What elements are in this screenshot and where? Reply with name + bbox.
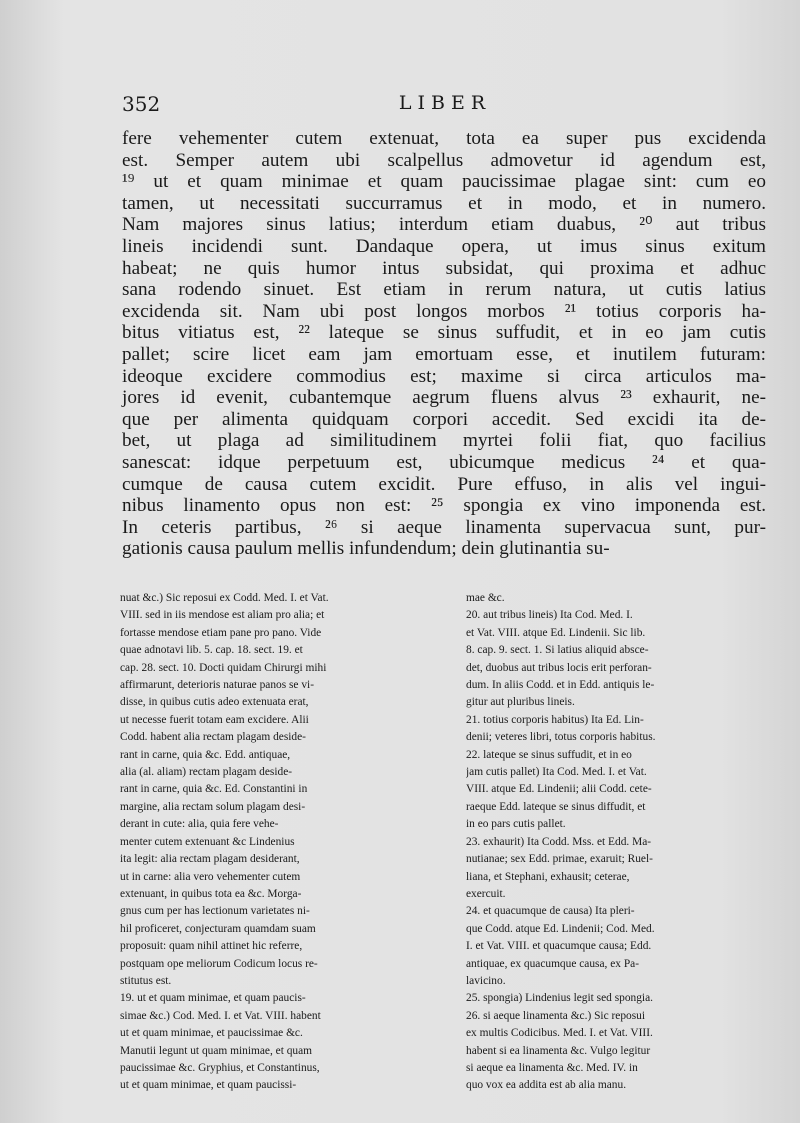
footnote-line: lavicino. (466, 974, 506, 987)
footnote-line: ex multis Codicibus. Med. I. et Vat. VIII. (466, 1027, 653, 1040)
footnote-line: extenuant, in quibus tota ea &c. Morga- (120, 887, 302, 900)
footnote-line: affirmarunt, deterioris naturae panos se vi- (120, 679, 314, 692)
footnote-line: stitutus est. (120, 974, 172, 987)
footnote-line: ut in carne: alia vero vehementer cutem (120, 870, 301, 883)
main-text-line: lineis incidendi sunt. Dandaque opera, ut imus sinus exitum (122, 235, 766, 257)
main-text-line: tamen, ut necessitati succurramus et in modo, et in numero. (122, 192, 766, 214)
footnote-line: Manutii legunt ut quam minimae, et quam (120, 1044, 313, 1057)
footnote-line: denii; veteres libri, totus corporis habitus. (466, 731, 656, 744)
footnote-line: fortasse mendose etiam pane pro pano. Vide (120, 626, 322, 639)
footnote-line: 24. et quacumque de causa) Ita pleri- (466, 905, 635, 918)
footnote-line: antiquae, ex quacumque causa, ex Pa- (466, 957, 640, 970)
footnote-line: si aeque ea linamenta &c. Med. IV. in (466, 1061, 638, 1074)
footnote-line: hil proficeret, conjecturam quamdam suam (120, 922, 316, 935)
footnote-line: alia (al. aliam) rectam plagam deside- (120, 766, 293, 779)
main-text-line: gationis causa paulum mellis infundendum; dein glutinantia su- (122, 538, 610, 560)
footnote-line: gitur aut pluribus lineis. (466, 696, 575, 709)
main-text-line: est. Semper autem ubi scalpellus admovetur id agendum est, (122, 149, 766, 171)
footnote-line: 22. lateque se sinus suffudit, et in eo (466, 748, 632, 761)
footnote-line: gnus cum per has lectionum varietates ni- (120, 905, 310, 918)
footnote-line: VIII. atque Ed. Lindenii; alii Codd. cete- (466, 783, 652, 796)
footnote-line: det, duobus aut tribus locis erit perforan- (466, 661, 652, 674)
main-text-line: sana rodendo sinuet. Est etiam in rerum natura, ut cutis latius (122, 279, 766, 301)
footnote-line: VIII. sed in iis mendose est aliam pro alia; et (120, 609, 325, 622)
footnote-line: ita legit: alia rectam plagam desiderant, (120, 853, 300, 866)
footnote-line: paucissimae &c. Gryphius, et Constantinus, (120, 1061, 320, 1074)
footnote-line: simae &c.) Cod. Med. I. et Vat. VIII. habent (120, 1009, 321, 1022)
footnote-line: raeque Edd. lateque se sinus diffudit, et (466, 800, 646, 813)
main-text-line: In ceteris partibus, ²⁶ si aeque linamenta supervacua sunt, pur- (122, 516, 766, 538)
footnote-line: 19. ut et quam minimae, et quam paucis- (120, 992, 306, 1005)
footnote-line: derant in cute: alia, quia fere vehe- (120, 818, 279, 831)
footnote-line: nutianae; sex Edd. primae, exaruit; Ruel- (466, 853, 653, 866)
main-text-line: Nam majores sinus latius; interdum etiam duabus, ²⁰ aut tribus (122, 214, 766, 236)
main-text-line: habeat; ne quis humor intus subsidat, qui proxima et adhuc (122, 257, 766, 279)
main-text-line: bitus vitiatus est, ²² lateque se sinus suffudit, et in eo jam cutis (122, 322, 766, 344)
footnote-line: mae &c. (466, 592, 505, 604)
footnote-line: 25. spongia) Lindenius legit sed spongia. (466, 992, 653, 1005)
main-text-line: pallet; scire licet eam jam emortuam esse, et inutilem futuram: (122, 343, 766, 365)
footnotes-right-column (466, 590, 772, 1095)
footnote-line: liana, et Stephani, exhausit; ceterae, (466, 870, 630, 883)
footnotes-left-column (120, 590, 438, 1095)
footnote-line: et Vat. VIII. atque Ed. Lindenii. Sic lib. (466, 626, 646, 639)
footnote-line: Codd. habent alia rectam plagam deside- (120, 731, 306, 744)
footnote-line: habent si ea linamenta &c. Vulgo legitur (466, 1044, 651, 1057)
main-text-line: bet, ut plaga ad similitudinem myrtei folii fiat, quo facilius (122, 430, 766, 452)
main-text-line: ¹⁹ ut et quam minimae et quam paucissimae plagae sint: cum eo (122, 171, 766, 193)
footnote-line: exercuit. (466, 887, 506, 900)
page-number: 352 (122, 92, 161, 116)
main-text-line: nibus linamento opus non est: ²⁵ spongia ex vino imponenda est. (122, 495, 766, 517)
footnote-line: ut necesse fuerit totam eam excidere. Alii (120, 713, 309, 726)
footnote-line: nuat &c.) Sic reposui ex Codd. Med. I. et Vat. (120, 592, 329, 604)
footnote-line: I. et Vat. VIII. et quacumque causa; Edd. (466, 940, 652, 953)
footnote-line: 20. aut tribus lineis) Ita Cod. Med. I. (466, 609, 633, 622)
footnote-line: rant in carne, quia &c. Edd. antiquae, (120, 748, 291, 761)
footnote-line: dum. In aliis Codd. et in Edd. antiquis le- (466, 679, 655, 692)
footnote-line: que Codd. atque Ed. Lindenii; Cod. Med. (466, 922, 655, 935)
footnote-line: ut et quam minimae, et paucissimae &c. (120, 1027, 303, 1040)
main-text-line: excidenda sit. Nam ubi post longos morbos ²¹ totius corporis ha- (122, 300, 766, 322)
main-text-line: que per alimenta quidquam corpori accedit. Sed excidi ita de- (122, 408, 766, 430)
footnote-line: 21. totius corporis habitus) Ita Ed. Lin- (466, 713, 644, 726)
footnote-line: proposuit: quam nihil attinet hic referre, (120, 940, 303, 953)
footnote-line: ut et quam minimae, et quam paucissi- (120, 1079, 297, 1092)
footnote-line: jam cutis pallet) Ita Cod. Med. I. et Vat. (466, 766, 647, 779)
footnote-line: 8. cap. 9. sect. 1. Si latius aliquid absce- (466, 644, 649, 657)
main-text-block (122, 128, 766, 560)
main-text-line: jores id evenit, cubantemque aegrum fluens alvus ²³ exhaurit, ne- (122, 387, 766, 409)
footnote-line: quae adnotavi lib. 5. cap. 18. sect. 19. et (120, 644, 303, 657)
footnote-line: margine, alia rectam solum plagam desi- (120, 800, 306, 813)
main-text-line: fere vehementer cutem extenuat, tota ea super pus excidenda (122, 128, 766, 149)
footnote-line: 26. si aeque linamenta &c.) Sic reposui (466, 1009, 646, 1022)
footnote-line: menter cutem extenuant &c Lindenius (120, 835, 295, 848)
running-head: LIBER (398, 92, 492, 114)
footnote-line: 23. exhaurit) Ita Codd. Mss. et Edd. Ma- (466, 835, 652, 848)
footnote-line: quo vox ea addita est ab alia manu. (466, 1079, 627, 1092)
footnote-line: cap. 28. sect. 10. Docti quidam Chirurgi mihi (120, 661, 327, 674)
footnote-line: in eo pars cutis pallet. (466, 818, 566, 831)
main-text-line: sanescat: idque perpetuum est, ubicumque medicus ²⁴ et qua- (122, 451, 766, 473)
footnote-line: rant in carne, quia &c. Ed. Constantini in (120, 783, 308, 796)
page-header (120, 92, 770, 122)
main-text-line: cumque de causa cutem excidit. Pure effuso, in alis vel ingui- (122, 473, 766, 495)
footnote-line: disse, in quibus cutis adeo extenuata erat, (120, 696, 309, 709)
main-text-line: ideoque excidere commodius est; maxime si circa articulos ma- (122, 365, 766, 387)
footnote-line: postquam ope meliorum Codicum locus re- (120, 957, 318, 970)
